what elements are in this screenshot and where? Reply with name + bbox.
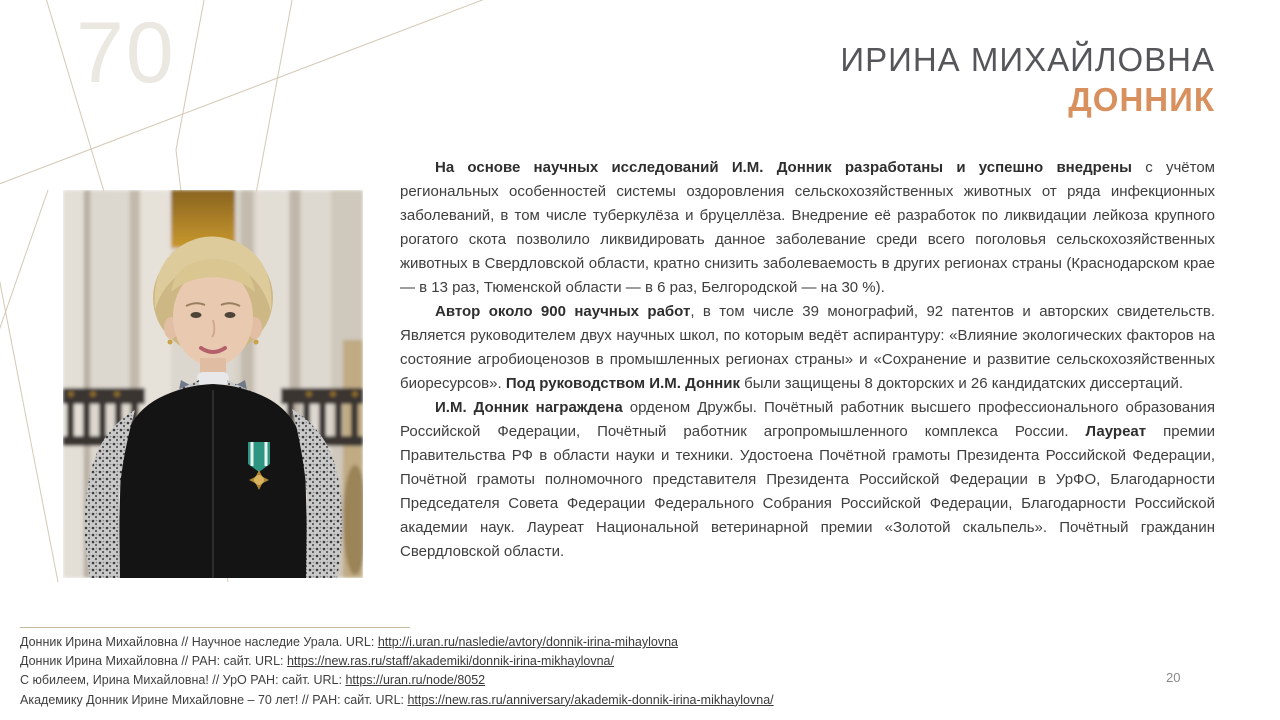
reference-text: Донник Ирина Михайловна // РАН: сайт. URL: — [20, 654, 287, 669]
title-last-name: ДОННИК — [1068, 81, 1215, 118]
bold-text-run: Лауреат — [1085, 423, 1147, 440]
body-paragraph — [400, 300, 1215, 396]
reference-item — [20, 633, 1000, 652]
reference-text: Донник Ирина Михайловна // Научное наследие Урала. URL: — [20, 635, 378, 649]
anniversary-watermark: 70 — [76, 5, 176, 101]
body-paragraph — [400, 156, 1215, 300]
reference-link[interactable]: https://new.ras.ru/anniversary/akademik-donnik-irina-mikhaylovna/ — [407, 692, 774, 707]
bold-text-run: И.М. Донник награждена — [435, 399, 623, 416]
reference-text: Академику Донник Ирине Михайловне – 70 лет! // РАН: сайт. URL: — [20, 692, 408, 707]
reference-text: С юбилеем, Ирина Михайловна! // УрО РАН: сайт. URL: — [20, 673, 346, 688]
bold-text-run: Под руководством И.М. Донник — [505, 375, 740, 392]
footer-divider — [20, 627, 410, 628]
reference-link[interactable]: http://i.uran.ru/nasledie/avtory/donnik-irina-mihaylovna — [377, 635, 678, 649]
text-run: орденом Дружбы. Почётный работник высшего профессионального образования Российской Федерации, Почётный работник агропромышленного комплекса России. — [400, 399, 1215, 440]
bold-text-run: Автор около 900 научных работ — [435, 303, 691, 320]
bold-text-run: На основе научных исследований И.М. Донник разработаны и успешно внедрены — [435, 159, 1132, 176]
text-run: премии Правительства РФ в области науки и техники. Удостоена Почётной грамоты Президента Российской Федерации, Почётной грамоты полномочного представителя Президента Российской Федерации в УрФО, Благодарности Председателя Совета Федерации Федерального Собрания Российской Федерации, Благодарности Российской академии наук. Лауреат Национальной ветеринарной премии «Золотой скальпель». Почётный гражданин Свердловской области. — [400, 423, 1215, 560]
text-run: с учётом региональных особенностей системы оздоровления сельскохозяйственных животных от ряда инфекционных заболеваний, в том числе туберкулёза и бруцеллёза. Внедрение её разработок по ликвидации лейкоза крупного рогатого скота позволило ликвидировать данное заболевание среди всего поголовья сельскохозяйственных животных в Свердловской области, кратно снизить заболеваемость в других регионах страны (Краснодарском крае — в 13 раз, Тюменской области — в 6 раз, Белгородской — на 30 %). — [400, 159, 1215, 296]
reference-link[interactable]: https://uran.ru/node/8052 — [345, 673, 486, 688]
title-first-name: ИРИНА МИХАЙЛОВНА — [840, 41, 1215, 78]
reference-list — [20, 633, 1000, 710]
reference-item — [20, 671, 1000, 690]
text-run: были защищены 8 докторских и 26 кандидатских диссертаций. — [739, 375, 1183, 392]
text-run: , в том числе 39 монографий, 92 патентов и авторских свидетельств. Является руководителем двух научных школ, по которым ведёт аспирантуру: «Влияние экологических факторов на состояние агробиоценозов в промышленных регионах страны» и «Сохранение и развитие сельскохозяйственных биоресурсов». — [400, 303, 1215, 392]
portrait-photo — [63, 190, 363, 578]
reference-item — [20, 652, 1000, 671]
biography-text — [400, 156, 1215, 564]
slide-title — [840, 40, 1215, 120]
page-number: 20 — [1166, 670, 1181, 685]
reference-item — [20, 691, 1000, 710]
reference-link[interactable]: https://new.ras.ru/staff/akademiki/donnik-irina-mikhaylovna/ — [286, 654, 614, 669]
body-paragraph — [400, 396, 1215, 564]
